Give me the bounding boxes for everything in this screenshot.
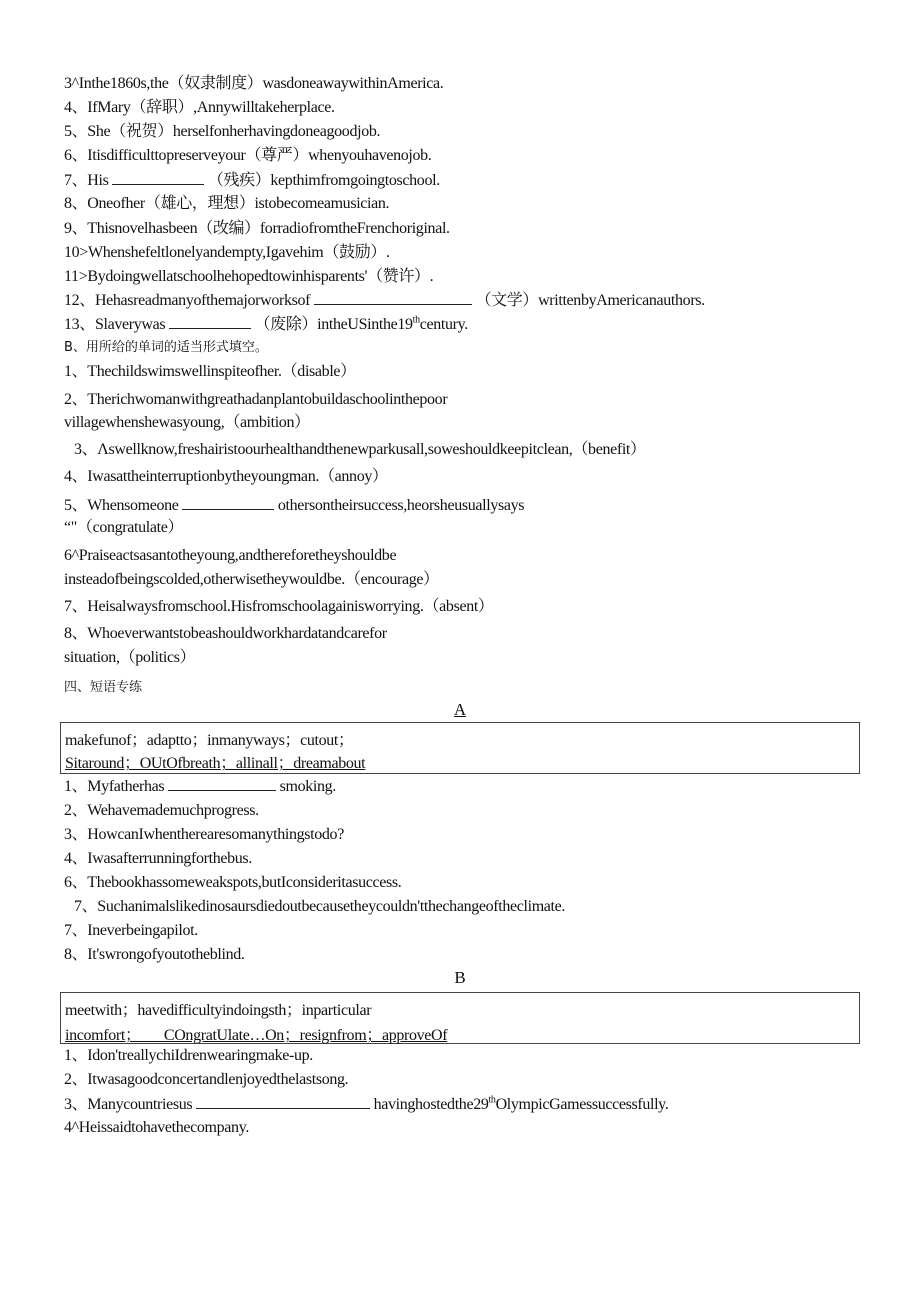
- answer-blank[interactable]: [112, 170, 204, 185]
- answer-blank[interactable]: [169, 314, 251, 329]
- question-pb1: 1、Idon'treallychiIdrenwearingmake-up.: [64, 1047, 313, 1064]
- question-text: smoking.: [279, 778, 336, 795]
- question-b6-cont: insteadofbeingscolded,otherwisetheywouldbe.（encourage）: [64, 571, 439, 588]
- question-b5: [64, 495, 524, 516]
- question-pa7a: 7、Suchanimalslikedinosaursdiedoutbecausetheycouldn'tthechangeoftheclimate.: [74, 898, 566, 915]
- question-a5: 5、She（祝贺）herselfonherhavingdoneagoodjob.: [64, 123, 381, 140]
- phrase-box-b-line1: meetwith；havedifficultyindoingsth；inparticular: [65, 1002, 372, 1019]
- question-pa7b: 7、Ineverbeingapilot.: [64, 922, 198, 939]
- question-a8: 8、Oneofher（雄心，理想）istobecomeamusician.: [64, 195, 390, 212]
- question-pa8: 8、It'swrongofyoutotheblind.: [64, 946, 245, 963]
- question-pa3: 3、HowcanIwhentherearesomanythingstodo?: [64, 826, 344, 843]
- part-b-label: B: [454, 968, 466, 987]
- question-pa6: 6、Thebookhassomeweakspots,butIconsideritasuccess.: [64, 874, 402, 891]
- question-text: （文学）writtenbyAmericanauthors.: [475, 292, 705, 309]
- part-a-label: A: [453, 700, 467, 719]
- question-b7: 7、Heisalwaysfromschool.Hisfromschoolagainisworrying.（absent）: [64, 598, 494, 615]
- question-text: havinghostedthe29: [373, 1096, 489, 1113]
- question-text: 7、His: [64, 172, 109, 189]
- question-text: （残疾）kepthimfromgoingtoschool.: [207, 172, 440, 189]
- phrase-box-a: [60, 722, 860, 774]
- question-a7: [64, 170, 440, 191]
- question-text: 12、Hehasreadmanyofthemajorworksof: [64, 292, 311, 309]
- answer-blank[interactable]: [314, 290, 472, 305]
- question-pb3: [64, 1094, 668, 1115]
- question-pa4: 4、Iwasafterrunningforthebus.: [64, 850, 252, 867]
- question-text: century.: [419, 316, 468, 333]
- question-b2: 2、Therichwomanwithgreathadanplantobuildaschoolinthepoor: [64, 391, 448, 408]
- question-pa2: 2、Wehavemademuchprogress.: [64, 802, 259, 819]
- phrase-box-b-line2: incomfort； COngratUlate…On；resignfrom；approveOf: [65, 1027, 448, 1044]
- phrase-box-b: [60, 992, 860, 1044]
- question-b8-cont: situation,（politics）: [64, 649, 196, 666]
- answer-blank[interactable]: [196, 1094, 370, 1109]
- question-pb4: 4^Heissaidtohavethecompany.: [64, 1119, 249, 1136]
- question-a9: 9、Thisnovelhasbeen（改编）forradiofromtheFrenchoriginal.: [64, 220, 450, 237]
- question-b6: 6^Praiseactsasantotheyoung,andthereforetheyshouldbe: [64, 547, 397, 564]
- question-a11: 11>Bydoingwellatschoolhehopedtowinhisparents'（赞许）.: [64, 268, 434, 285]
- question-a3: 3^Inthe1860s,the（奴隶制度）wasdoneawaywithinAmerica.: [64, 75, 444, 92]
- question-pa1: [64, 776, 336, 797]
- question-a4: 4、IfMary（辞职）,Annywilltakeherplace.: [64, 99, 335, 116]
- superscript: th: [412, 314, 420, 326]
- phrase-box-a-line1: makefunof；adaptto；inmanyways；cutout；: [65, 732, 354, 749]
- question-a12: [64, 290, 705, 311]
- question-text: OlympicGamessuccessfully.: [495, 1096, 669, 1113]
- question-text: 3、Manycountriesus: [64, 1096, 193, 1113]
- question-b3: 3、Λswellknow,freshairistoourhealthandthenewparkusall,soweshouldkeepitclean,（benefit）: [74, 441, 646, 458]
- question-a13: [64, 314, 468, 335]
- question-b2-cont: villagewhenshewasyoung,（ambition）: [64, 414, 310, 431]
- question-text: othersontheirsuccess,heorsheusuallysays: [277, 497, 525, 514]
- question-a10: 10>Whenshefeltlonelyandempty,Igavehim（鼓励）.: [64, 244, 390, 261]
- question-text: 13、Slaverywas: [64, 316, 166, 333]
- answer-blank[interactable]: [168, 776, 276, 791]
- question-text: （废除）intheUSinthe19: [254, 316, 413, 333]
- superscript: th: [488, 1094, 496, 1106]
- question-pb2: 2、Itwasagoodconcertandlenjoyedthelastsong.: [64, 1071, 349, 1088]
- question-b8: 8、Whoeverwantstobeashouldworkhardatandcarefor: [64, 625, 387, 642]
- section-four-heading: 四、短语专练: [64, 680, 143, 695]
- question-text: 1、Myfatherhas: [64, 778, 165, 795]
- question-b1: 1、Thechildswimswellinspiteofher.（disable）: [64, 363, 356, 380]
- question-b4: 4、Iwasattheinterruptionbytheyoungman.（annoy）: [64, 468, 388, 485]
- question-b5-cont: “"（congratulate）: [64, 519, 184, 536]
- answer-blank[interactable]: [182, 495, 274, 510]
- question-a6: 6、Itisdifficulttopreserveyour（尊严）whenyouhavenojob.: [64, 147, 432, 164]
- phrase-box-a-line2: Sitaround；OUtOfbreath；allinall；dreamabout: [65, 755, 366, 772]
- section-b-heading: B、用所给的单词的适当形式填空。: [64, 340, 268, 355]
- question-text: 5、Whensomeone: [64, 497, 179, 514]
